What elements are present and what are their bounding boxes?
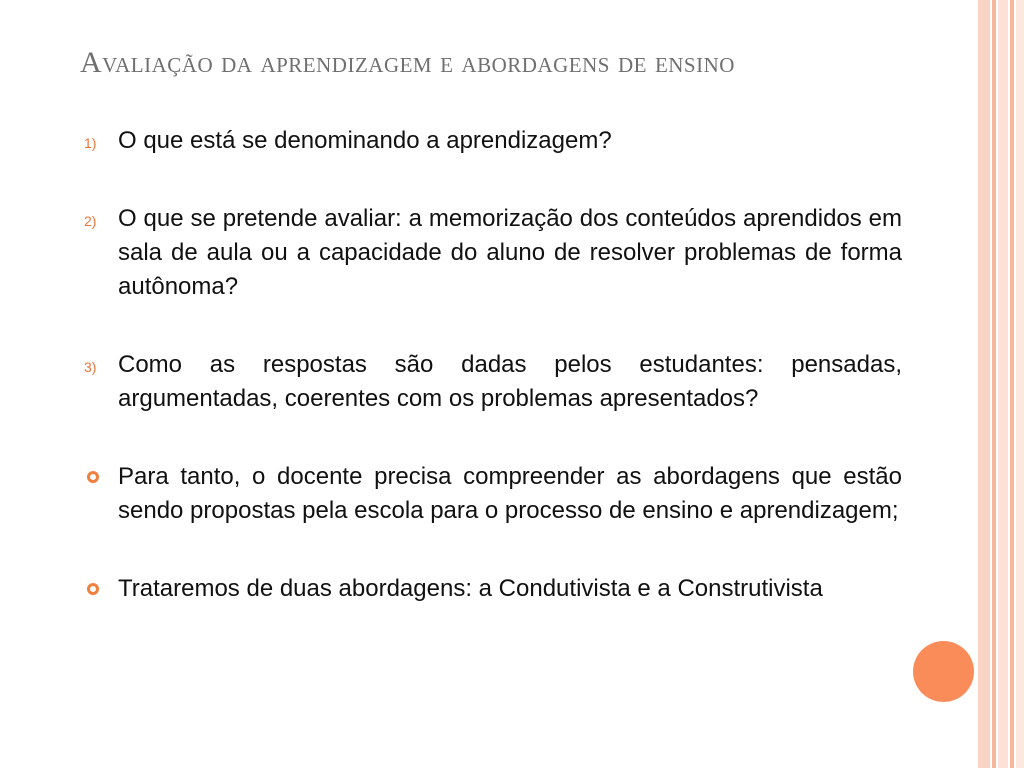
content-list xyxy=(80,124,902,606)
decorative-stripe xyxy=(998,0,1008,768)
item-text: Trataremos de duas abordagens: a Condutivista e a Construtivista xyxy=(118,575,823,602)
item-number: 2) xyxy=(84,213,97,229)
ring-bullet-icon xyxy=(87,471,99,483)
item-text: Para tanto, o docente precisa compreender as abordagens que estão sendo propostas pela escola para o processo de ensino e aprendizagem; xyxy=(118,463,902,524)
list-item xyxy=(80,348,902,416)
decorative-stripe xyxy=(978,0,990,768)
item-number: 1) xyxy=(84,135,97,151)
item-number: 3) xyxy=(84,359,97,375)
slide-title: Avaliação da aprendizagem e abordagens de ensino xyxy=(80,46,735,79)
list-item xyxy=(80,202,902,304)
item-text: O que está se denominando a aprendizagem? xyxy=(118,127,612,154)
decorative-circle xyxy=(913,641,974,702)
ring-bullet-icon xyxy=(87,583,99,595)
item-text: Como as respostas são dadas pelos estudantes: pensadas, argumentadas, coerentes com os problemas apresentados? xyxy=(118,351,902,412)
list-item xyxy=(80,124,902,158)
list-item xyxy=(80,460,902,528)
item-text: O que se pretende avaliar: a memorização dos conteúdos aprendidos em sala de aula ou a capacidade do aluno de resolver problemas de forma autônoma? xyxy=(118,205,902,300)
decorative-stripe xyxy=(1010,0,1014,768)
decorative-stripe xyxy=(992,0,996,768)
list-item xyxy=(80,572,902,606)
decorative-stripe xyxy=(1016,0,1024,768)
